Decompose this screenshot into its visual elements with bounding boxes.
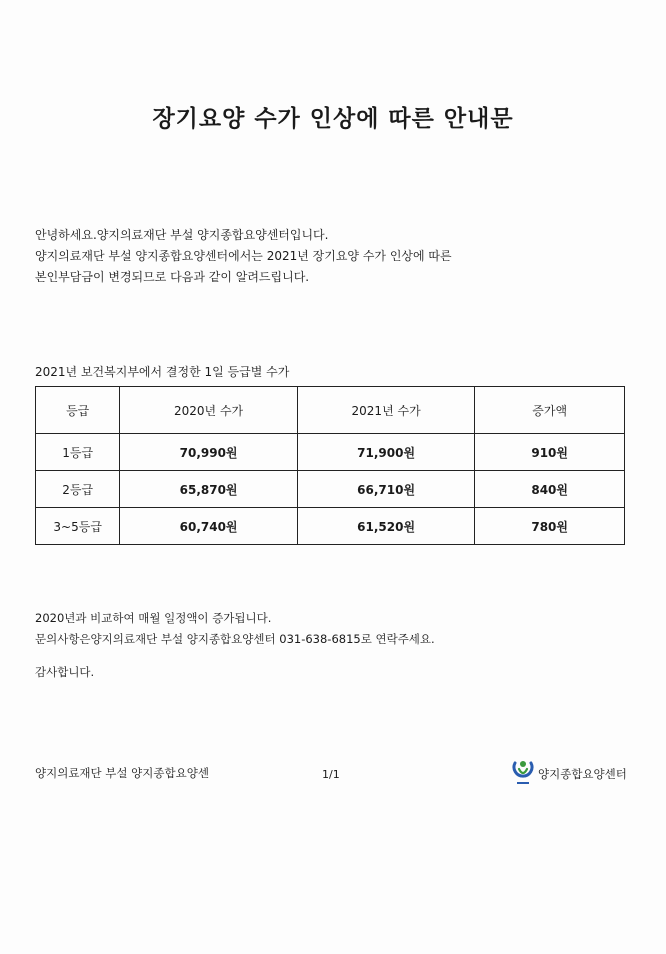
thanks-text: 감사합니다. [35,665,95,679]
grade-cell: 2등급 [36,471,120,508]
intro-paragraph [35,225,452,288]
logo-text: 양지종합요양센터 [538,767,627,781]
fee-2021-cell: 71,900원 [297,434,475,471]
table-row [36,434,625,471]
grade-cell: 1등급 [36,434,120,471]
footer-org-name: 양지의료재단 부설 양지종합요양센 [35,766,209,780]
fee-2021-cell: 61,520원 [297,508,475,545]
fee-2021-cell: 66,710원 [297,471,475,508]
fee-table [35,386,625,545]
header-2020-fee: 2020년 수가 [120,387,298,434]
table-caption: 2021년 보건복지부에서 결정한 1일 등급별 수가 [35,365,290,379]
yangji-center-logo-icon [511,757,535,791]
header-increase: 증가액 [475,387,625,434]
closing-line: 문의사항은양지의료재단 부설 양지종합요양센터 031-638-6815로 연락주세요. [35,632,435,646]
header-grade: 등급 [36,387,120,434]
intro-line: 본인부담금이 변경되므로 다음과 같이 알려드립니다. [35,270,310,284]
increase-cell: 780원 [475,508,625,545]
header-2021-fee: 2021년 수가 [297,387,475,434]
increase-cell: 910원 [475,434,625,471]
fee-2020-cell: 70,990원 [120,434,298,471]
table-header-row [36,387,625,434]
closing-paragraph [35,608,435,650]
page-number: 1/1 [322,768,340,781]
table-row [36,471,625,508]
intro-line: 양지의료재단 부설 양지종합요양센터에서는 2021년 장기요양 수가 인상에 따른 [35,249,452,263]
document-title: 장기요양 수가 인상에 따른 안내문 [152,106,514,132]
closing-line: 2020년과 비교하여 매월 일정액이 증가됩니다. [35,611,272,625]
center-logo [511,757,627,791]
intro-line: 안녕하세요.양지의료재단 부설 양지종합요양센터입니다. [35,228,329,242]
table-row [36,508,625,545]
fee-2020-cell: 60,740원 [120,508,298,545]
grade-cell: 3~5등급 [36,508,120,545]
fee-2020-cell: 65,870원 [120,471,298,508]
increase-cell: 840원 [475,471,625,508]
